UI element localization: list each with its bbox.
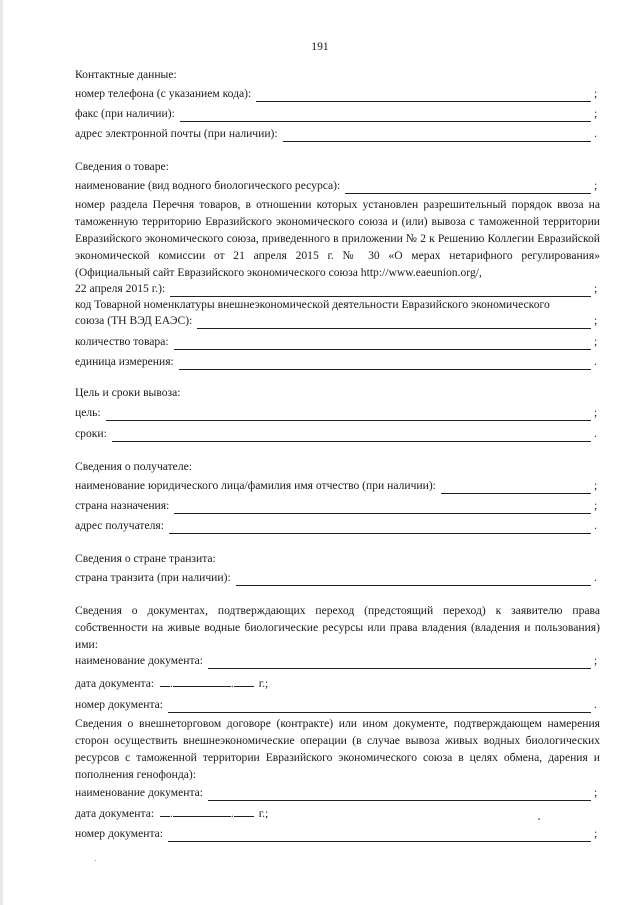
terms-row	[75, 426, 600, 442]
ownership-docs-section	[75, 602, 600, 713]
terms-label: сроки:	[75, 427, 107, 440]
page-number: 191	[311, 40, 329, 53]
fax-field[interactable]	[180, 110, 591, 122]
email-label: адрес электронной почты (при наличии):	[75, 127, 278, 140]
ownership-doc-month-field[interactable]	[173, 675, 231, 687]
recipient-name-field[interactable]	[441, 482, 591, 494]
ownership-doc-name-label: наименование документа:	[75, 654, 204, 667]
contract-doc-date-label: дата документа:	[75, 807, 155, 820]
tnved-field[interactable]	[197, 317, 591, 329]
ownership-doc-name-end: ;	[594, 654, 598, 667]
unit-label: единица измерения:	[75, 355, 174, 368]
unit-end: .	[594, 355, 597, 368]
destination-row	[75, 498, 600, 514]
contract-doc-date-row	[75, 805, 600, 821]
contract-doc-number-end: ;	[594, 827, 598, 840]
contract-doc-number-label: номер документа:	[75, 827, 164, 840]
contract-intro: Сведения о внешнеторговом договоре (контракте) или ином документе, подтверждающем намерения сторон осуществить внешнеэкономические операции (в случае вывоза живых водных биологических ресурсов с таможенной территории Евразийского экономического союза в целях обмена, дарения и пополнения генофонда):	[75, 717, 600, 781]
transit-section	[75, 550, 600, 586]
recipient-address-row	[75, 518, 600, 534]
contract-doc-name-field[interactable]	[208, 789, 591, 801]
ownership-doc-date-dot1: .	[169, 677, 173, 690]
destination-end: ;	[594, 499, 598, 512]
ownership-doc-date-dot2: .	[230, 677, 234, 690]
recipient-section	[75, 458, 600, 534]
transit-label: страна транзита (при наличии):	[75, 571, 231, 584]
ownership-doc-year-field[interactable]	[234, 675, 254, 687]
goods-name-label: наименование (вид водного биологического ресурса):	[75, 179, 341, 192]
fax-row	[75, 106, 600, 122]
contract-doc-day-field[interactable]	[160, 805, 170, 817]
contract-doc-number-row	[75, 826, 600, 842]
tnved-end: ;	[594, 314, 598, 327]
quantity-field[interactable]	[174, 338, 591, 350]
contract-doc-date-suffix: г.;	[258, 807, 269, 820]
goal-row	[75, 405, 600, 421]
terms-end: .	[594, 427, 597, 440]
ownership-doc-date-row	[75, 675, 600, 691]
destination-label: страна назначения:	[75, 499, 170, 512]
phone-field[interactable]	[256, 90, 591, 102]
goal-end: ;	[594, 406, 598, 419]
destination-field[interactable]	[174, 502, 591, 514]
goods-section-text: номер раздела Перечня товаров, в отношении которых установлен разрешительный порядок ввоза на таможенную территорию Евразийского экономического союза и (или) вывоза с таможенной территории Евразийского экономического союза, приведенного в приложении № 2 к Решению Коллегии Евразийской экономической комиссии от 21 апреля 2015 г. № 30 «О мерах нетарифного регулирования» (Официальный сайт Евразийского экономического союза http://www.eaeunion.org/,	[75, 198, 600, 279]
recipient-name-end: ;	[594, 479, 598, 492]
contract-doc-date-dot2: .	[230, 807, 234, 820]
phone-end: ;	[594, 87, 598, 100]
contract-doc-month-field[interactable]	[173, 805, 231, 817]
phone-row	[75, 86, 600, 102]
transit-row	[75, 570, 600, 586]
goods-section-end: ;	[594, 282, 598, 295]
ownership-doc-number-row	[75, 697, 600, 713]
contract-doc-year-field[interactable]	[234, 805, 254, 817]
goods-section	[75, 158, 600, 297]
recipient-name-label: наименование юридического лица/фамилия имя отчество (при наличии):	[75, 479, 436, 492]
scan-edge	[0, 0, 3, 905]
ownership-doc-date-label: дата документа:	[75, 677, 155, 690]
ownership-doc-name-field[interactable]	[208, 657, 591, 669]
ownership-doc-number-end: .	[594, 698, 597, 711]
contract-docs-section	[75, 715, 600, 842]
email-row	[75, 126, 600, 142]
ownership-doc-date-suffix: г.;	[258, 677, 269, 690]
recipient-address-end: .	[594, 519, 597, 532]
recipient-address-label: адрес получателя:	[75, 519, 164, 532]
contacts-section	[75, 66, 600, 142]
contract-doc-name-end: ;	[594, 786, 598, 799]
tnved-last: союза (ТН ВЭД ЕАЭС):	[75, 314, 193, 327]
goods-name-row	[75, 178, 600, 194]
scan-speck	[95, 860, 96, 861]
quantity-label: количество товара:	[75, 335, 169, 348]
contacts-heading: Контактные данные:	[75, 68, 177, 81]
purpose-section	[75, 384, 600, 442]
transit-heading: Сведения о стране транзита:	[75, 552, 216, 565]
ownership-intro: Сведения о документах, подтверждающих переход (предстоящий переход) к заявителю права собственности на живые водные биологические ресурсы или права владения (владения и пользования) ими:	[75, 604, 600, 651]
tnved-section	[75, 296, 600, 370]
goods-name-end: ;	[594, 179, 598, 192]
goal-label: цель:	[75, 406, 101, 419]
email-field[interactable]	[283, 130, 591, 142]
email-end: .	[594, 127, 597, 140]
goal-field[interactable]	[106, 409, 591, 421]
scan-speck	[538, 818, 540, 820]
recipient-address-field[interactable]	[169, 522, 591, 534]
quantity-end: ;	[594, 335, 598, 348]
fax-end: ;	[594, 107, 598, 120]
contract-doc-number-field[interactable]	[168, 830, 591, 842]
ownership-doc-day-field[interactable]	[160, 675, 170, 687]
ownership-doc-number-field[interactable]	[168, 701, 591, 713]
unit-row	[75, 354, 600, 370]
unit-field[interactable]	[179, 358, 591, 370]
phone-label: номер телефона (с указанием кода):	[75, 87, 252, 100]
fax-label: факс (при наличии):	[75, 107, 175, 120]
goods-name-field[interactable]	[345, 182, 591, 194]
tnved-text: код Товарной номенклатуры внешнеэкономической деятельности Евразийского экономического	[75, 298, 550, 311]
purpose-heading: Цель и сроки вывоза:	[75, 386, 181, 399]
contract-doc-date-dot1: .	[169, 807, 173, 820]
contract-doc-name-label: наименование документа:	[75, 786, 204, 799]
quantity-row	[75, 334, 600, 350]
tnved-row	[75, 313, 600, 329]
transit-field[interactable]	[236, 574, 591, 586]
goods-section-last: 22 апреля 2015 г.):	[75, 282, 166, 295]
transit-end: .	[594, 571, 597, 584]
contract-doc-name-row	[75, 785, 600, 801]
goods-heading: Сведения о товаре:	[75, 160, 169, 173]
ownership-doc-name-row	[75, 653, 600, 669]
ownership-doc-number-label: номер документа:	[75, 698, 164, 711]
recipient-heading: Сведения о получателе:	[75, 460, 192, 473]
recipient-name-row	[75, 478, 600, 494]
goods-section-row	[75, 281, 600, 297]
terms-field[interactable]	[112, 430, 591, 442]
